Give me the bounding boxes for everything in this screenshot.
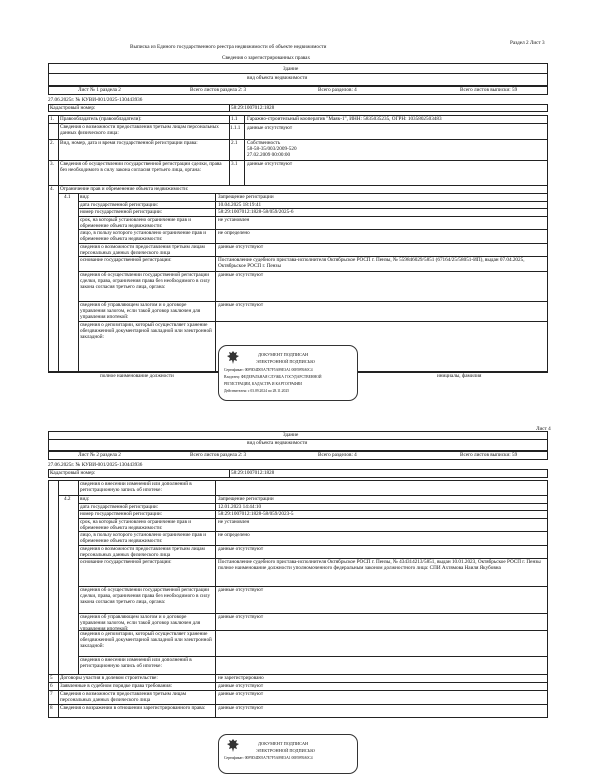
total-sheets-section: Всего листов раздела 2: 3 — [190, 87, 247, 93]
stamp-line: ДОКУМЕНТ ПОДПИСАН — [258, 352, 309, 357]
encumbrance-label: номер государственной регистрации: — [80, 209, 163, 215]
encumbrance-label: дата государственной регистрации: — [80, 202, 159, 208]
row-value: данные отсутствуют — [247, 161, 293, 167]
encumbrance-number: 4.2 — [64, 496, 71, 502]
sheet-number: Лист № 1 раздела 2 — [78, 87, 121, 93]
encumbrance-value: не установлен — [218, 519, 250, 525]
encumbrance-label: сведения о внесении изменений или дополнений в регистрационную запись об ипотеке: — [80, 657, 192, 669]
row-value: Гаражно-строительный кооператив "Маяк-1", ИНН: 5835035235, ОГРН: 1035802503483 — [247, 116, 442, 122]
row-number: 3. — [50, 161, 54, 167]
eagle-emblem-icon — [226, 350, 240, 366]
sheet-label: Раздел 2 Лист 3 — [510, 40, 545, 46]
row-number: 2. — [50, 140, 54, 146]
total-sections: Всего разделов: 4 — [318, 452, 357, 458]
encumbrance-label: номер государственной регистрации: — [80, 511, 163, 517]
encumbrance-label: сведения об осуществлении государственной регистрации сделки, права, ограничения права без необходимого в силу закона согласия третьего лица, органа: — [80, 272, 211, 290]
total-sections: Всего разделов: 4 — [318, 87, 357, 93]
row-label: Сведения о возражении в отношении зарегистрированного права: — [60, 705, 206, 711]
encumbrance-value: 58:29:1007012:1828-58/059/2023-5 — [218, 511, 294, 517]
row-number: 5 — [50, 675, 53, 681]
extract-date-number: 27.06.2025г. № КУВИ-001/2025-130443936 — [48, 462, 143, 468]
total-sheets: Всего листов выписки: 59 — [460, 452, 518, 458]
row-number: 7 — [50, 691, 53, 697]
encumbrance-label: срок, на который установлено ограничение прав и обременение объекта недвижимости: — [80, 217, 191, 229]
row-number: 4. — [50, 186, 54, 192]
row-value: данные отсутствуют — [218, 683, 264, 689]
document-subtitle: Сведения о зарегистрированных правах — [222, 55, 311, 61]
encumbrance-label: вид: — [80, 496, 90, 502]
encumbrance-value: данные отсутствуют — [218, 546, 264, 552]
row-label: Заявленные в судебном порядке права требования: — [60, 683, 173, 689]
encumbrance-label: сведения об управляющем залогом и о договоре управления залогом, если такой договор заключен для управления ипотекой: — [80, 302, 201, 320]
encumbrance-label: сведения о депозитарии, который осуществляет хранение обездвиженной документарной закладной или электронной закладной: — [80, 631, 212, 649]
encumbrance-value: данные отсутствуют — [218, 614, 264, 620]
eagle-emblem-icon — [226, 738, 240, 754]
total-sheets: Всего листов выписки: 59 — [460, 87, 518, 93]
stamp-line: ДОКУМЕНТ ПОДПИСАН — [258, 741, 309, 746]
row-label: Сведения об осуществлении государственной регистрации сделки, права без необходимого в силу закона согласия третьего лица, органа: — [60, 161, 222, 173]
encumbrance-value: Запрещение регистрации — [218, 194, 274, 200]
row-value: не зарегистрировано — [218, 675, 264, 681]
encumbrance-label: основание государственной регистрации: — [80, 257, 172, 263]
stamp-line: Сертификат: 00F9D4D05A7E7F5A89E3A1 00E9FBA0C4 — [224, 756, 313, 760]
row-label: Ограничение прав и обременение объекта недвижимости: — [60, 186, 189, 192]
encumbrance-label: вид: — [80, 194, 90, 200]
document-title: Выписка из Единого государственного реестра недвижимости об объекте недвижимости — [130, 44, 327, 50]
row-label: Вид, номер, дата и время государственной регистрации права: — [60, 140, 198, 146]
row-label: сведения о внесении изменений или дополнений в регистрационную запись об ипотеке: — [80, 481, 192, 493]
encumbrance-label: основание государственной регистрации: — [80, 559, 172, 565]
row-subnumber: 1.1.1 — [230, 125, 241, 131]
stamp-line: Действителен: с 03.09.2024 по 28.11.2025 — [224, 389, 290, 393]
row-subnumber: 2.1 — [231, 140, 238, 146]
encumbrance-value: 58:29:1007012:1828-58/059/2025-6 — [218, 209, 294, 215]
row-number: 6 — [50, 683, 53, 689]
encumbrance-value: не определено — [218, 532, 250, 538]
encumbrance-label: лицо, в пользу которого установлено ограничение прав и обременение объекта недвижимости: — [80, 230, 207, 242]
encumbrance-value: не определено — [218, 230, 250, 236]
encumbrance-value: Запрещение регистрации — [218, 496, 274, 502]
encumbrance-label: сведения об управляющем залогом и о договоре управления залогом, если такой договор заключен для управления ипотекой: — [80, 614, 201, 632]
encumbrance-value: данные отсутствуют — [218, 272, 264, 278]
cadastral-row — [48, 469, 548, 478]
cadastral-label: Кадастровый номер: — [50, 470, 96, 476]
row-label: Сведения о возможности предоставления третьим лицам персональных данных физического лица — [60, 691, 186, 703]
cadastral-label: Кадастровый номер: — [50, 105, 96, 111]
stamp-line: РЕГИСТРАЦИИ, КАДАСТРА И КАРТОГРАФИИ — [224, 382, 302, 386]
encumbrance-label: сведения об осуществлении государственной регистрации сделки, права, ограничения права без необходимого в силу закона согласия третьего лица, органа: — [80, 587, 211, 605]
encumbrance-label: дата государственной регистрации: — [80, 504, 159, 510]
encumbrance-label: сведения о возможности предоставления третьим лицам персональных данных физического лица — [80, 546, 205, 558]
object-kind-caption: вид объекта недвижимости — [247, 75, 308, 81]
row-value: данные отсутствуют — [218, 705, 264, 711]
row-value: данные отсутствуют — [247, 125, 293, 131]
row-label: Договоры участия в долевом строительстве: — [60, 675, 158, 681]
encumbrance-label: сведения о возможности предоставления третьим лицам персональных данных физического лица — [80, 244, 205, 256]
encumbrance-value: Постановление судебного пристава-исполнителя Октябрьское РОСП г. Пензы, № 434314213/5851, выдан 10.01.2023, Октябрьское РОСП г. Пензы полное наименование должности уполномоченного федеральным законом должностного лица: СПИ Ахтямова Наиля Якубовна — [218, 559, 541, 571]
row-value: данные отсутствуют — [218, 691, 264, 697]
row-subnumber: 3.1 — [231, 161, 238, 167]
stamp-line: Сертификат: 00F9D4D05A7E7F5A89E3A1 00E9FBA0C4 — [224, 368, 313, 372]
row-value: Собственность 58-58-35/003/2009-520 27.02.2009 00:00:00 — [247, 140, 297, 158]
object-kind-caption: вид объекта недвижимости — [247, 440, 308, 446]
stamp-line: ЭЛЕКТРОННОЙ ПОДПИСЬЮ — [256, 359, 315, 364]
stamp-line: Владелец: ФЕДЕРАЛЬНАЯ СЛУЖБА ГОСУДАРСТВЕННОЙ — [224, 375, 322, 379]
object-kind: Здание — [283, 432, 299, 438]
footer-position: полное наименование должности — [100, 373, 174, 379]
encumbrance-value: данные отсутствуют — [218, 244, 264, 250]
encumbrance-value: 12.01.2023 14:44:10 — [218, 504, 262, 510]
encumbrance-value: Постановление судебного пристава-исполнителя Октябрьское РОСП г. Пензы, № 559846029/5851 (67164/25/58051-ИП), выдан 07.04.2025, Октябрьское РОСП г. Пензы — [218, 257, 525, 269]
encumbrance-label: сведения о депозитарии, который осуществляет хранение обездвиженной документарной закладной или электронной закладной: — [80, 322, 212, 340]
encumbrance-label: лицо, в пользу которого установлено ограничение прав и обременение объекта недвижимости: — [80, 532, 207, 544]
encumbrance-value: данные отсутствуют — [218, 302, 264, 308]
sheet-label: Лист 4 — [536, 426, 551, 432]
row-label: Сведения о возможности предоставления третьим лицам персональных данных физического лица: — [60, 124, 219, 136]
footer-name: инициалы, фамилия — [437, 373, 482, 379]
sheet-number: Лист № 2 раздела 2 — [78, 452, 121, 458]
encumbrance-value: данные отсутствуют — [218, 587, 264, 593]
row-label: Правообладатель (правообладатели): — [60, 116, 142, 122]
encumbrance-label: срок, на который установлено ограничение прав и обременение объекта недвижимости: — [80, 519, 191, 531]
object-kind: Здание — [283, 66, 299, 72]
stamp-line: ЭЛЕКТРОННОЙ ПОДПИСЬЮ — [256, 748, 315, 753]
cadastral-value: 58:29:1007012:1828 — [231, 470, 275, 476]
encumbrance-value: 10.04.2025 18:19:41 — [218, 202, 262, 208]
extract-date-number: 27.06.2025г. № КУВИ-001/2025-130443936 — [48, 97, 143, 103]
row-number: 8 — [50, 705, 53, 711]
cadastral-row — [48, 104, 548, 112]
encumbrance-number: 4.1 — [64, 194, 71, 200]
row-subnumber: 1.1 — [231, 116, 238, 122]
row-number: 1. — [50, 116, 54, 122]
cadastral-value: 58:29:1007012:1828 — [231, 105, 275, 111]
encumbrance-value: не установлен — [218, 217, 250, 223]
total-sheets-section: Всего листов раздела 2: 3 — [190, 452, 247, 458]
